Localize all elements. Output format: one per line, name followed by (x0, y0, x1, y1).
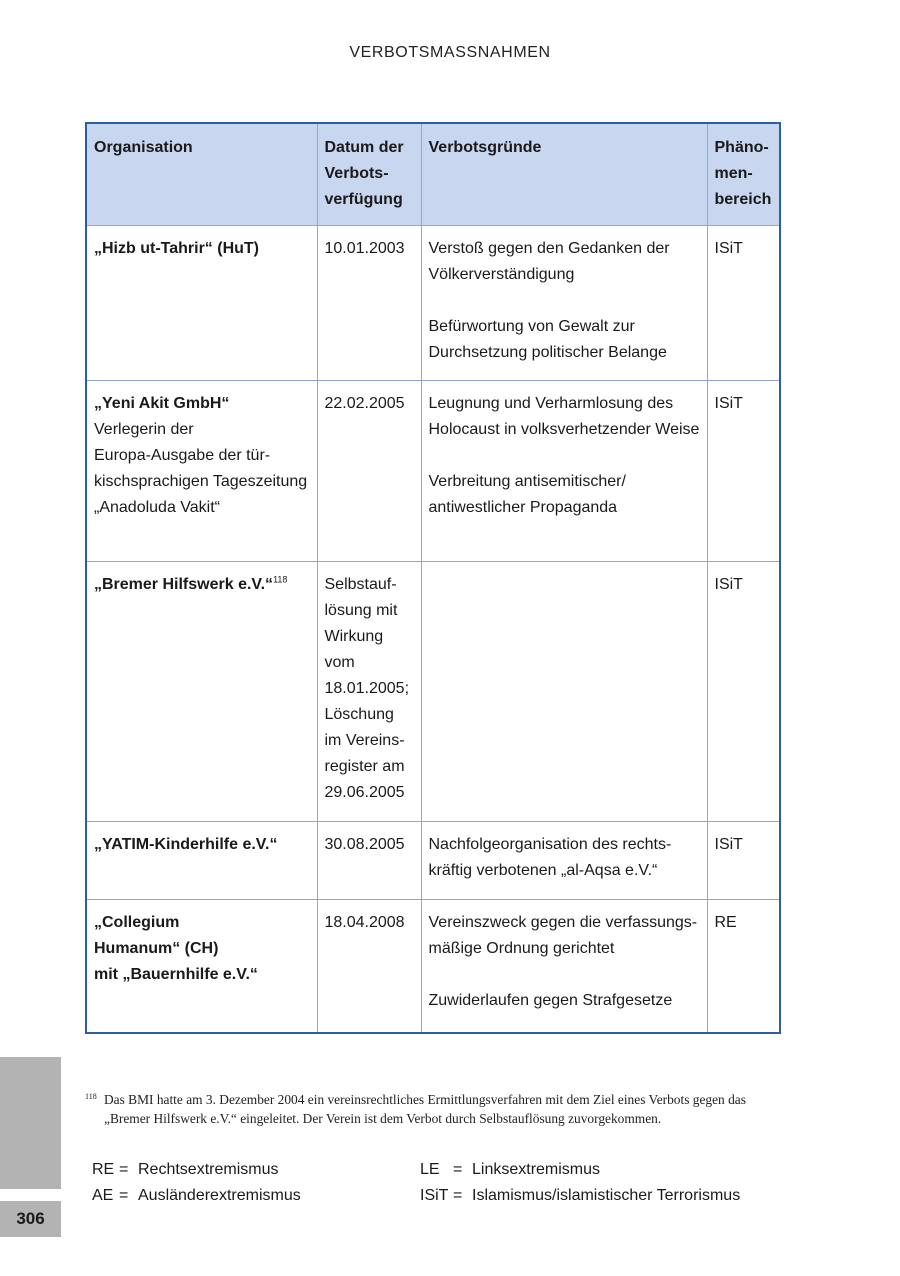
date-cell: 18.04.2008 (317, 900, 421, 1033)
table-row (86, 562, 780, 822)
column-header-date: Datum der Verbots- verfügung (317, 123, 421, 226)
organisation-cell (86, 822, 317, 900)
legend-item (92, 1183, 301, 1209)
area-cell: ISiT (707, 562, 780, 822)
area-cell: RE (707, 900, 780, 1033)
reason-text: Befürwortung von Gewalt zur Durchsetzung politischer Belange (428, 318, 667, 361)
margin-tab (0, 1057, 61, 1189)
date-cell: 10.01.2003 (317, 226, 421, 381)
footnote (85, 1090, 785, 1128)
legend-meaning: Ausländerextremismus (138, 1187, 301, 1204)
table-row (86, 381, 780, 562)
legend-item (92, 1157, 278, 1183)
legend-equals: = (453, 1161, 463, 1178)
column-header-area: Phäno- men- bereich (707, 123, 780, 226)
footnote-reference[interactable]: 118 (273, 574, 288, 585)
date-cell: 22.02.2005 (317, 381, 421, 562)
table-header-row (86, 123, 780, 226)
footnote-text: Das BMI hatte am 3. Dezember 2004 ein vereinsrechtliches Ermittlungsverfahren mit dem Ziel eines Verbots gegen das „Bremer Hilfswerk e.V.“ eingeleitet. Der Verein ist dem Verbot durch Selbstauflösung zuvorgekommen. (104, 1092, 746, 1126)
ban-measures-table (85, 122, 781, 1034)
organisation-description: Verlegerin der Europa-Ausgabe der tür- kischsprachigen Tageszeitung „Anadoluda Vakit“ (94, 421, 308, 516)
table-row (86, 226, 780, 381)
organisation-cell (86, 562, 317, 822)
column-header-reasons: Verbotsgründe (421, 123, 707, 226)
reasons-cell (421, 562, 707, 822)
legend-equals: = (119, 1161, 129, 1178)
organisation-name: „Yeni Akit GmbH“ (94, 395, 230, 412)
organisation-cell (86, 226, 317, 381)
area-cell: ISiT (707, 822, 780, 900)
reason-text: Verstoß gegen den Gedanken der Völkerverständigung (428, 240, 670, 283)
legend-equals: = (119, 1187, 129, 1204)
area-cell: ISiT (707, 226, 780, 381)
date-cell: 30.08.2005 (317, 822, 421, 900)
organisation-name: „Collegium Humanum“ (CH) mit „Bauernhilfe e.V.“ (94, 914, 258, 983)
legend-abbreviation: AE (92, 1187, 114, 1204)
legend-abbreviation: LE (420, 1161, 440, 1178)
area-cell: ISiT (707, 381, 780, 562)
legend-meaning: Rechtsextremismus (138, 1161, 279, 1178)
reasons-cell (421, 226, 707, 381)
reasons-cell (421, 900, 707, 1033)
date-cell: Selbstauf- lösung mit Wirkung vom 18.01.2005; Löschung im Vereins- register am 29.06.2005 (317, 562, 421, 822)
reason-text: Vereinszweck gegen die verfassungs- mäßige Ordnung gerichtet (428, 914, 698, 957)
organisation-name: „YATIM-Kinderhilfe e.V.“ (94, 836, 278, 853)
organisation-name: „Hizb ut-Tahrir“ (HuT) (94, 240, 260, 257)
legend-item (420, 1183, 740, 1209)
organisation-name: „Bremer Hilfswerk e.V.“ (94, 576, 274, 593)
legend-meaning: Islamismus/islamistischer Terrorismus (472, 1187, 741, 1204)
organisation-cell (86, 900, 317, 1033)
reasons-cell (421, 381, 707, 562)
legend-item (420, 1157, 600, 1183)
legend-equals: = (453, 1187, 463, 1204)
legend-abbreviation: RE (92, 1161, 115, 1178)
page-header: VERBOTSMASSNAHMEN (349, 44, 551, 61)
reason-text: Zuwiderlaufen gegen Strafgesetze (428, 992, 673, 1009)
reason-text: Nachfolgeorganisation des rechts- kräftig verbotenen „al-Aqsa e.V.“ (428, 836, 672, 879)
reason-text: Leugnung und Verharmlosung des Holocaust in volksverhetzender Weise (428, 395, 700, 438)
reason-text: Verbreitung antisemitischer/ antiwestlicher Propaganda (428, 473, 626, 516)
column-header-organisation: Organisation (86, 123, 317, 226)
page-number: 306 (0, 1201, 61, 1237)
organisation-cell (86, 381, 317, 562)
reasons-cell (421, 822, 707, 900)
legend-meaning: Linksextremismus (472, 1161, 601, 1178)
table-row (86, 900, 780, 1033)
footnote-number: 118 (85, 1092, 97, 1101)
legend-abbreviation: ISiT (420, 1187, 449, 1204)
table-row (86, 822, 780, 900)
